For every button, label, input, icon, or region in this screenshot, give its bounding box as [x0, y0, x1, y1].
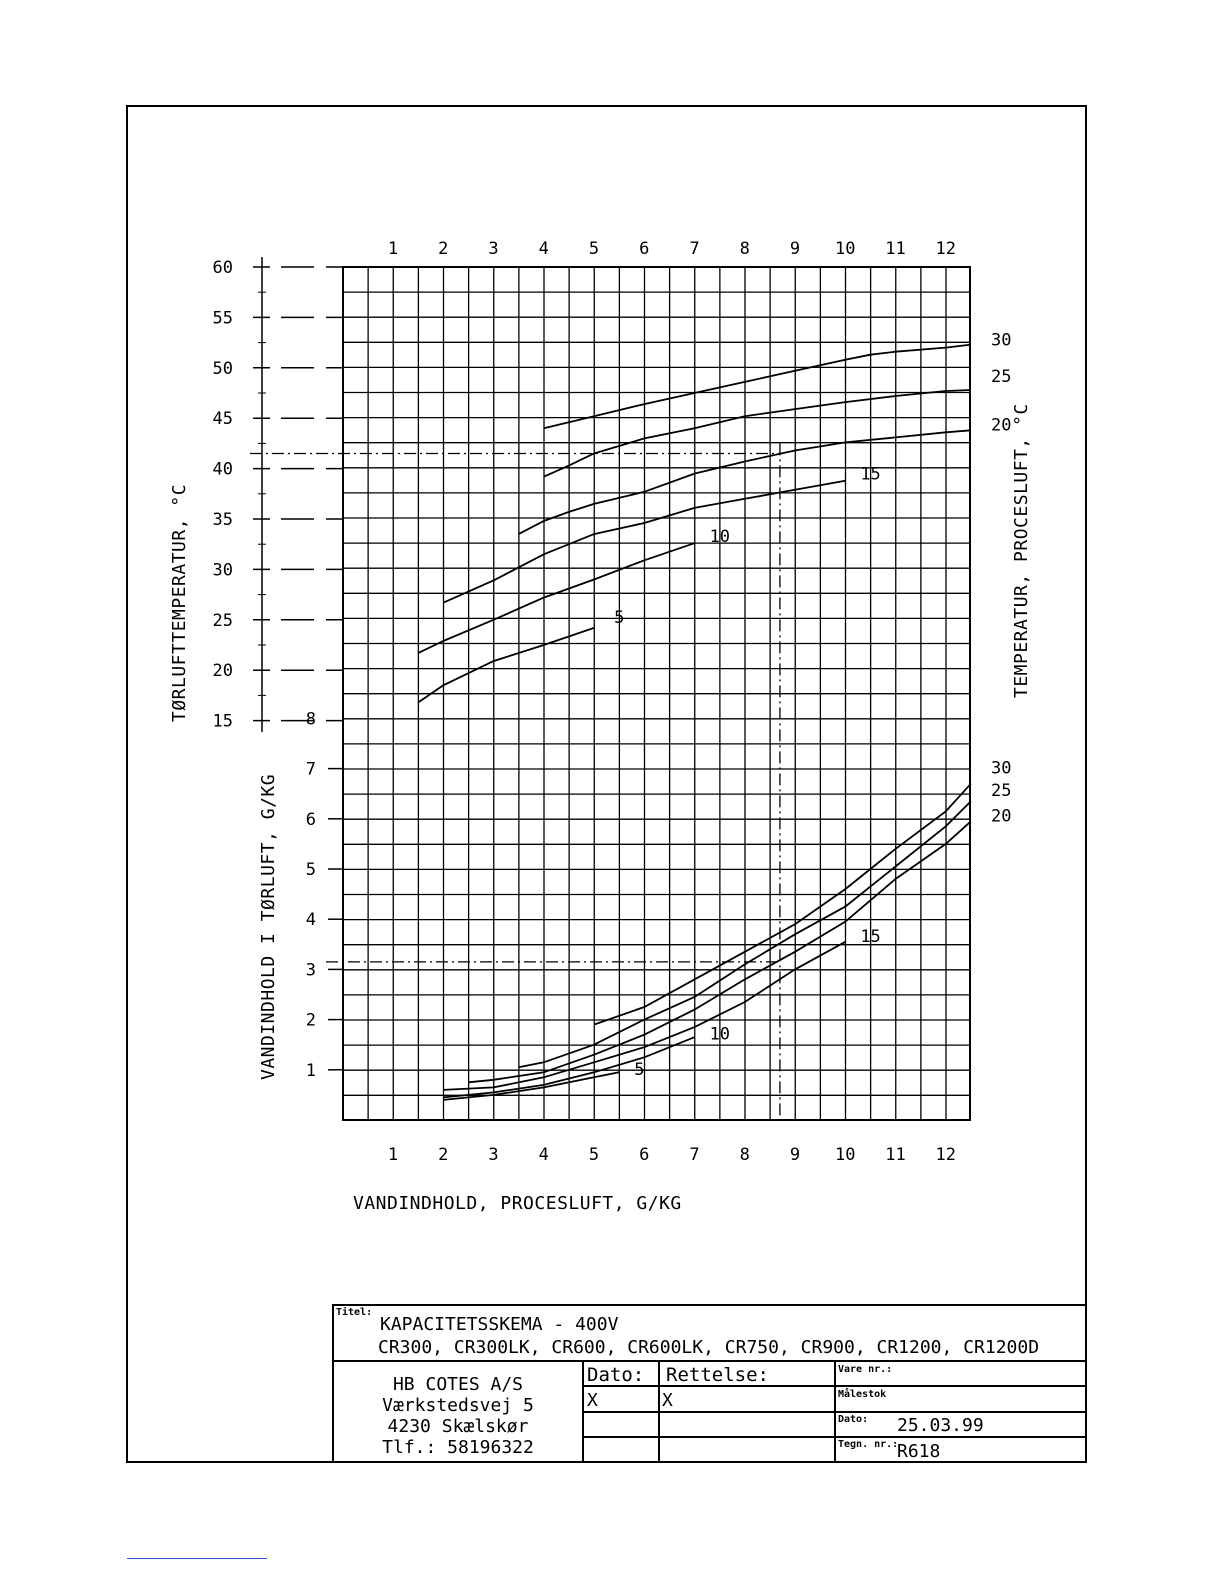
x-tick-label-bottom: 5 [588, 1145, 600, 1165]
dato-value: X [587, 1390, 598, 1411]
curve-label-moisture: 10 [709, 1024, 731, 1045]
date-value: 25.03.99 [897, 1415, 984, 1436]
y-tick-label-moisture: 8 [305, 709, 316, 730]
x-tick-label-top: 9 [789, 239, 801, 259]
malestok-label: Målestok [838, 1389, 887, 1400]
curve-temperature-5 [418, 628, 594, 703]
y-tick-label-moisture: 4 [305, 910, 316, 931]
x-tick-label-bottom: 7 [689, 1145, 700, 1165]
x-axis-title: VANDINDHOLD, PROCESLUFT, G/KG [353, 1193, 682, 1214]
y-tick-label-temperature: 60 [212, 258, 233, 278]
date-label: Dato: [838, 1414, 869, 1425]
y-tick-label-temperature: 15 [212, 711, 233, 732]
curve-label-temperature: 30 [990, 330, 1012, 351]
x-tick-label-bottom: 9 [789, 1145, 801, 1165]
chart-grid [343, 267, 970, 1120]
x-tick-label-bottom: 2 [438, 1145, 449, 1165]
curve-label-moisture: 5 [634, 1059, 645, 1080]
y-tick-label-temperature: 50 [212, 358, 233, 379]
curve-temperature-30 [544, 345, 971, 429]
y-tick-label-temperature: 40 [212, 459, 233, 480]
chart-title: KAPACITETSSKEMA - 400V [380, 1314, 619, 1335]
x-tick-label-top: 7 [689, 239, 700, 259]
titel-label: Titel: [336, 1307, 373, 1318]
y-tick-label-moisture: 7 [305, 759, 316, 780]
rettelse-header: Rettelse: [666, 1364, 769, 1386]
curve-label-moisture: 25 [990, 781, 1012, 802]
x-tick-label-bottom: 10 [835, 1145, 856, 1165]
x-tick-label-bottom: 12 [935, 1145, 956, 1165]
curve-label-temperature: 5 [614, 607, 625, 628]
y-tick-label-moisture: 3 [305, 960, 316, 981]
y-tick-label-moisture: 1 [305, 1060, 316, 1081]
curve-temperature-10 [418, 543, 694, 653]
x-tick-label-top: 12 [935, 239, 956, 259]
curve-label-temperature: 20 [990, 415, 1012, 436]
dato-header: Dato: [587, 1364, 645, 1386]
x-tick-label-top: 4 [538, 239, 549, 259]
curve-label-temperature: 10 [709, 527, 731, 548]
x-tick-label-top: 8 [739, 239, 750, 259]
y-tick-label-temperature: 45 [212, 409, 233, 430]
x-tick-label-bottom: 11 [885, 1145, 906, 1165]
company-street: Værkstedsvej 5 [382, 1395, 534, 1416]
x-tick-label-top: 1 [387, 239, 399, 259]
company-phone: Tlf.: 58196322 [382, 1437, 534, 1458]
curve-label-moisture: 15 [860, 926, 881, 947]
x-tick-label-top: 6 [639, 239, 650, 259]
rettelse-value: X [662, 1390, 673, 1411]
curve-temperature-25 [544, 390, 971, 477]
y-tick-label-temperature: 20 [212, 661, 233, 682]
y-tick-label-moisture: 5 [305, 860, 316, 880]
x-tick-label-top: 3 [488, 239, 499, 259]
y-tick-label-moisture: 2 [305, 1010, 316, 1031]
curve-label-moisture: 20 [990, 806, 1012, 827]
x-tick-label-bottom: 8 [739, 1145, 750, 1165]
tegn-nr-label: Tegn. nr.: [838, 1439, 899, 1450]
curve-label-moisture: 30 [990, 758, 1012, 779]
reference-lines [250, 443, 780, 1120]
right-axis-title: TEMPERATUR, PROCESLUFT, °C [1011, 403, 1032, 698]
upper-y-axis-title: TØRLUFTTEMPERATUR, °C [169, 483, 190, 722]
page-footer-rule [127, 1558, 267, 1559]
y-tick-label-temperature: 35 [212, 510, 233, 530]
model-list: CR300, CR300LK, CR600, CR600LK, CR750, CR900, CR1200, CR1200D [378, 1337, 1040, 1358]
y-tick-label-temperature: 30 [212, 560, 233, 581]
x-tick-label-top: 5 [588, 239, 600, 259]
x-tick-label-top: 2 [438, 239, 449, 259]
y-tick-label-temperature: 55 [212, 308, 233, 329]
vare-nr-label: Vare nr.: [838, 1364, 893, 1375]
company-city: 4230 Skælskør [387, 1416, 529, 1437]
x-tick-label-bottom: 3 [488, 1145, 499, 1165]
x-tick-label-bottom: 4 [538, 1145, 549, 1165]
company-name: HB COTES A/S [392, 1374, 524, 1395]
x-tick-label-bottom: 6 [639, 1145, 650, 1165]
x-tick-label-top: 11 [885, 239, 906, 259]
x-tick-label-bottom: 1 [387, 1145, 399, 1165]
y-tick-label-moisture: 6 [305, 809, 316, 830]
curve-label-temperature: 15 [860, 464, 881, 485]
x-tick-label-top: 10 [835, 239, 856, 259]
curve-label-temperature: 25 [990, 366, 1012, 387]
y-tick-label-temperature: 25 [212, 610, 233, 631]
tegn-nr-value: R618 [897, 1441, 941, 1462]
lower-y-axis-title: VANDINDHOLD I TØRLUFT, G/KG [258, 773, 279, 1080]
